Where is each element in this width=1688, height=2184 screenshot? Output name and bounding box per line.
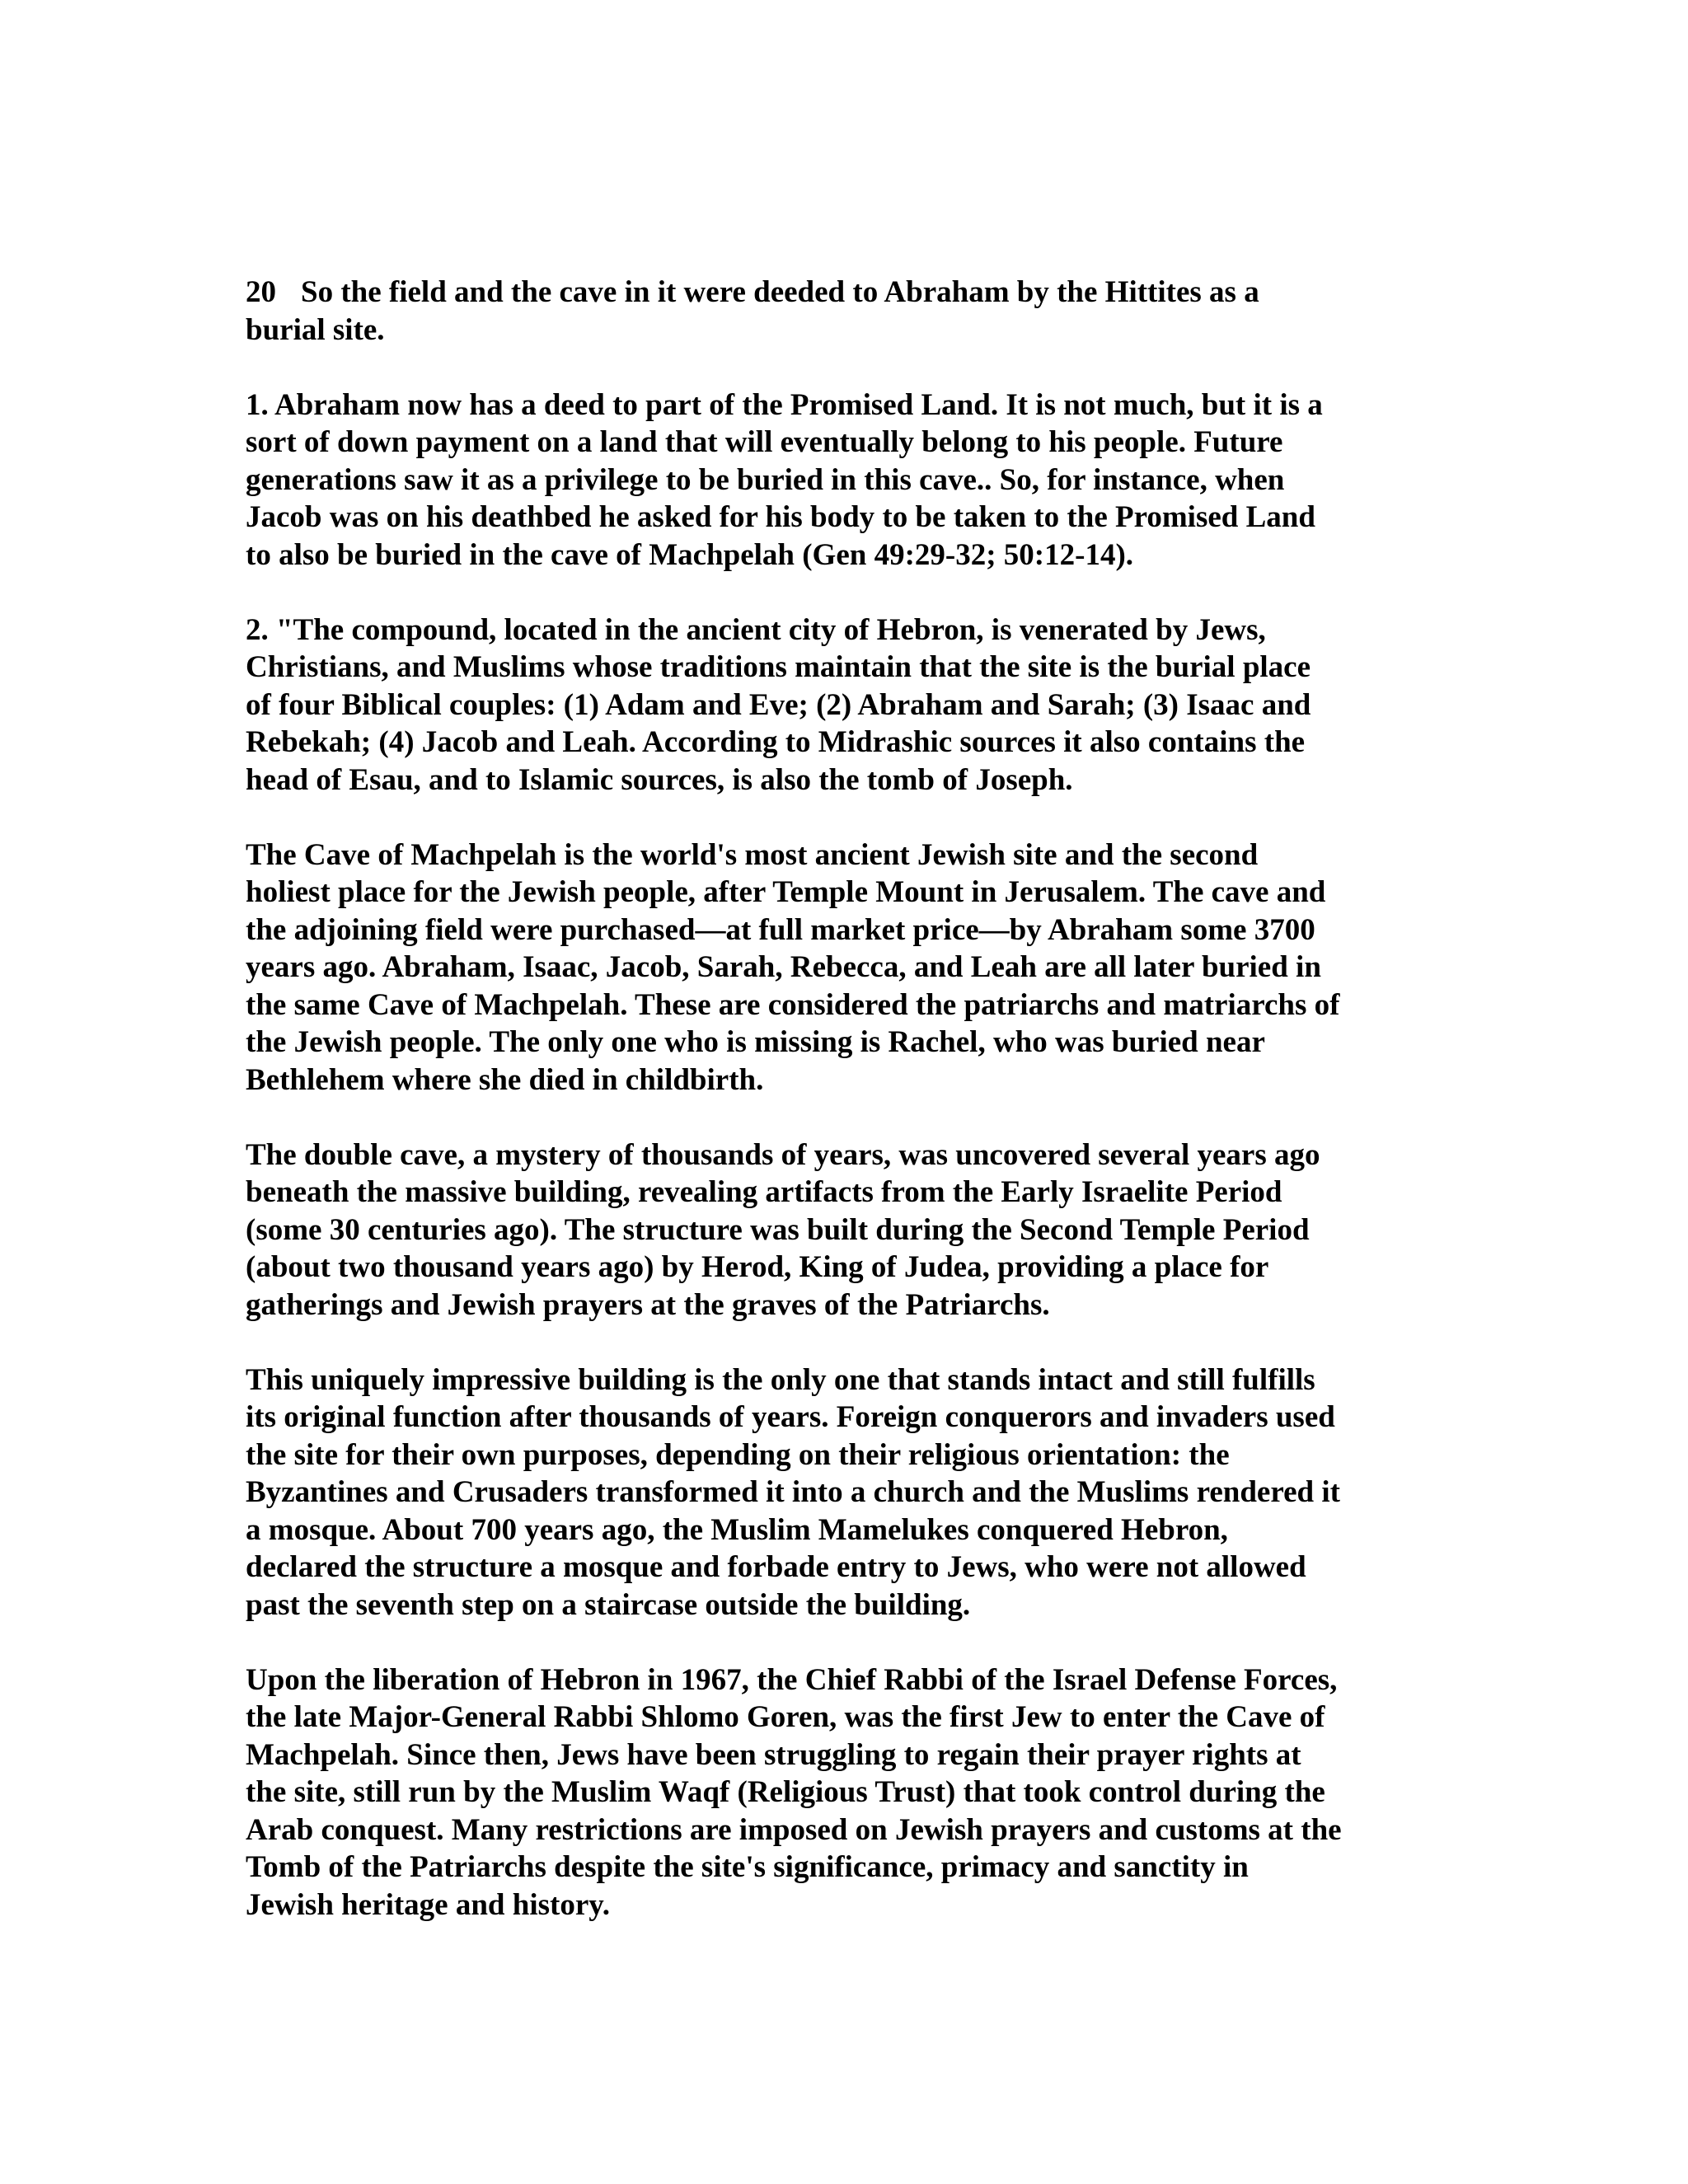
paragraph-line: past the seventh step on a staircase outside the building. <box>246 1587 971 1622</box>
document-page <box>246 274 1457 1961</box>
paragraph-line: holiest place for the Jewish people, after Temple Mount in Jerusalem. The cave and <box>246 875 1326 909</box>
verse-number: 20 <box>246 275 276 309</box>
paragraph-line: to also be buried in the cave of Machpelah (Gen 49:29-32; 50:12-14). <box>246 537 1134 572</box>
paragraph-line: The double cave, a mystery of thousands of years, was uncovered several years ago <box>246 1137 1320 1172</box>
paragraph-2 <box>246 612 1457 799</box>
paragraph-line: head of Esau, and to Islamic sources, is also the tomb of Joseph. <box>246 762 1073 797</box>
paragraph-line: the same Cave of Machpelah. These are considered the patriarchs and matriarchs of <box>246 987 1340 1022</box>
paragraph-line: Jacob was on his deathbed he asked for his body to be taken to the Promised Land <box>246 500 1315 534</box>
paragraph-line: Bethlehem where she died in childbirth. <box>246 1062 764 1097</box>
paragraph-line: Tomb of the Patriarchs despite the site's significance, primacy and sanctity in <box>246 1850 1249 1884</box>
paragraph-line: sort of down payment on a land that will eventually belong to his people. Future <box>246 425 1283 459</box>
paragraph-line: Christians, and Muslims whose traditions maintain that the site is the burial place <box>246 650 1311 684</box>
paragraph-line: Upon the liberation of Hebron in 1967, the Chief Rabbi of the Israel Defense Forces, <box>246 1662 1338 1697</box>
paragraph-line: years ago. Abraham, Isaac, Jacob, Sarah, Rebecca, and Leah are all later buried in <box>246 950 1321 984</box>
verse-text: So the field and the cave in it were deeded to Abraham by the Hittites as a <box>301 275 1259 309</box>
paragraph-line: gatherings and Jewish prayers at the graves of the Patriarchs. <box>246 1287 1050 1322</box>
paragraph-line: Jewish heritage and history. <box>246 1887 610 1922</box>
paragraph-1 <box>246 387 1457 574</box>
verse-line: burial site. <box>246 312 385 347</box>
verse-paragraph <box>246 274 1457 349</box>
paragraph-line: its original function after thousands of years. Foreign conquerors and invaders used <box>246 1400 1335 1434</box>
paragraph-line: the site, still run by the Muslim Waqf (Religious Trust) that took control during the <box>246 1775 1325 1809</box>
paragraph-line: The Cave of Machpelah is the world's most ancient Jewish site and the second <box>246 837 1259 872</box>
paragraph-line: the adjoining field were purchased—at full market price—by Abraham some 3700 <box>246 912 1315 947</box>
paragraph-6 <box>246 1661 1457 1924</box>
paragraph-line: (some 30 centuries ago). The structure was built during the Second Temple Period <box>246 1212 1310 1247</box>
paragraph-line: a mosque. About 700 years ago, the Muslim Mamelukes conquered Hebron, <box>246 1512 1228 1547</box>
paragraph-3 <box>246 837 1457 1099</box>
paragraph-line: of four Biblical couples: (1) Adam and Eve; (2) Abraham and Sarah; (3) Isaac and <box>246 687 1311 722</box>
paragraph-line: Arab conquest. Many restrictions are imposed on Jewish prayers and customs at the <box>246 1812 1342 1847</box>
paragraph-line: (about two thousand years ago) by Herod, King of Judea, providing a place for <box>246 1250 1269 1284</box>
paragraph-line: the late Major-General Rabbi Shlomo Goren, was the first Jew to enter the Cave of <box>246 1700 1325 1734</box>
paragraph-line: declared the structure a mosque and forbade entry to Jews, who were not allowed <box>246 1550 1306 1584</box>
paragraph-line: the Jewish people. The only one who is missing is Rachel, who was buried near <box>246 1025 1265 1059</box>
paragraph-line: 2. "The compound, located in the ancient city of Hebron, is venerated by Jews, <box>246 612 1266 647</box>
verse-line <box>246 274 1457 312</box>
paragraph-line: the site for their own purposes, depending on their religious orientation: the <box>246 1437 1230 1472</box>
paragraph-line: 1. Abraham now has a deed to part of the Promised Land. It is not much, but it is a <box>246 387 1323 422</box>
paragraph-5 <box>246 1361 1457 1624</box>
paragraph-line: Machpelah. Since then, Jews have been struggling to regain their prayer rights at <box>246 1737 1301 1772</box>
paragraph-line: This uniquely impressive building is the only one that stands intact and still fulfills <box>246 1362 1315 1397</box>
paragraph-line: Byzantines and Crusaders transformed it into a church and the Muslims rendered it <box>246 1475 1340 1509</box>
paragraph-line: Rebekah; (4) Jacob and Leah. According to Midrashic sources it also contains the <box>246 725 1306 759</box>
paragraph-4 <box>246 1137 1457 1324</box>
paragraph-line: beneath the massive building, revealing artifacts from the Early Israelite Period <box>246 1175 1282 1209</box>
paragraph-line: generations saw it as a privilege to be buried in this cave.. So, for instance, when <box>246 462 1285 497</box>
